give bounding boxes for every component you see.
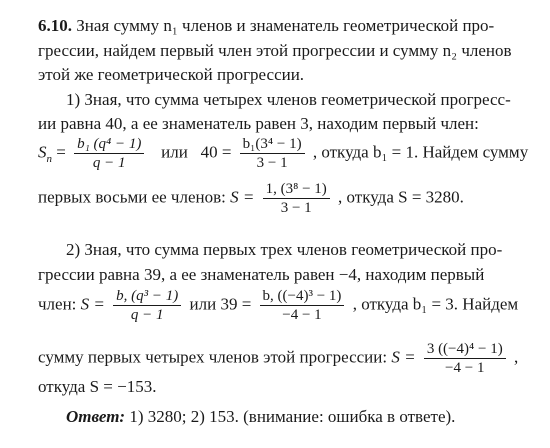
problem-number: 6.10. — [38, 16, 72, 35]
part1-s8-fraction — [263, 180, 330, 217]
part2-line-2: грессии равна 39, а ее знаменатель равен −4, находим первый — [38, 265, 485, 284]
problem-line-3: этой же геометрической прогрессии. — [38, 65, 305, 84]
part2-eq-lhs: 39 = — [220, 294, 252, 314]
part1-line-1: 1) Зная, что сумма четырех членов геометрической прогресс- — [66, 90, 511, 109]
part1-s8-numerator: 1, (3⁸ − 1) — [265, 181, 327, 197]
problem-line-2: грессии, найдем первый член этой прогрессии и сумму n₂ членов — [38, 41, 512, 60]
part2-general-fraction — [113, 287, 181, 324]
part1-line-2: ии равна 40, а ее знаменатель равен 3, находим первый член: — [38, 114, 479, 133]
part1-general-fraction — [74, 135, 144, 172]
part2-general-numerator: b, (q³ − 1) — [116, 288, 179, 304]
part2-line-5: откуда S = −153. — [38, 377, 157, 396]
part2-l4-text: сумму первых четырех членов этой прогрессии: — [38, 347, 388, 367]
part2-sub-numerator: b, ((−4)³ − 1) — [262, 288, 342, 304]
part2-or: или — [189, 294, 217, 314]
part2-general-denominator: q − 1 — [113, 305, 181, 324]
problem-line-1 — [38, 16, 494, 36]
part1-s8-lhs: S = — [230, 187, 255, 207]
part2-s4-tail: , — [513, 347, 519, 367]
part1-general-denominator: q − 1 — [74, 153, 144, 172]
part1-sum-line — [38, 180, 464, 217]
problem-text-1: Зная сумму n₁ членов и знаменатель геометрической про- — [76, 16, 495, 35]
answer-text: 1) 3280; 2) 153. (внимание: ошибка в ответе). — [129, 407, 456, 426]
part1-general-lhs-sub: n — [46, 152, 52, 165]
part1-sub-numerator: b₁(3⁴ − 1) — [242, 136, 302, 152]
part2-s4-lhs: S = — [391, 347, 416, 367]
answer-label: Ответ: — [66, 407, 126, 426]
part1-l4-text: первых восьми ее членов: — [38, 187, 226, 207]
part2-s4-numerator: 3 ((−4)⁴ − 1) — [426, 341, 503, 357]
part2-s4-fraction — [424, 340, 506, 377]
part2-formula-line — [38, 287, 518, 324]
part2-line-1: 2) Зная, что сумма первых трех членов геометрической про- — [66, 240, 503, 259]
part1-s8-denominator: 3 − 1 — [263, 198, 330, 217]
part1-s8-tail: , откуда S = 3280. — [338, 187, 464, 207]
part2-sub-fraction — [260, 287, 345, 324]
part2-sum-line — [38, 340, 518, 377]
part1-eq-lhs: 40 = — [200, 142, 232, 162]
part1-tail: , откуда b₁ = 1. Найдем сумму — [312, 142, 529, 162]
part1-formula-line: $S_n$ = $\frac{\text{b₁ (q⁴ − 1)}}{q - 1}$ или 40 = $\frac{\text{b₁(3⁴ − 1)}}{3 - 1}$ , откуда b₁ = 1. Найдем сумму — [38, 136, 529, 171]
part2-l3-tail: , откуда b₁ = 3. Найдем — [352, 294, 519, 314]
part2-sub-denominator: −4 − 1 — [260, 305, 345, 324]
part2-s4-denominator: −4 − 1 — [424, 358, 506, 377]
part1-general-numerator: b₁ (q⁴ − 1) — [77, 136, 142, 152]
part2-l3-start: член: — [38, 294, 77, 314]
part1-sub-fraction — [240, 135, 305, 172]
answer-line — [66, 407, 455, 427]
part1-or: или — [161, 142, 188, 162]
part1-general-lhs: S — [38, 142, 47, 162]
part2-general-lhs: S = — [80, 294, 105, 314]
part1-sub-denominator: 3 − 1 — [240, 153, 305, 172]
